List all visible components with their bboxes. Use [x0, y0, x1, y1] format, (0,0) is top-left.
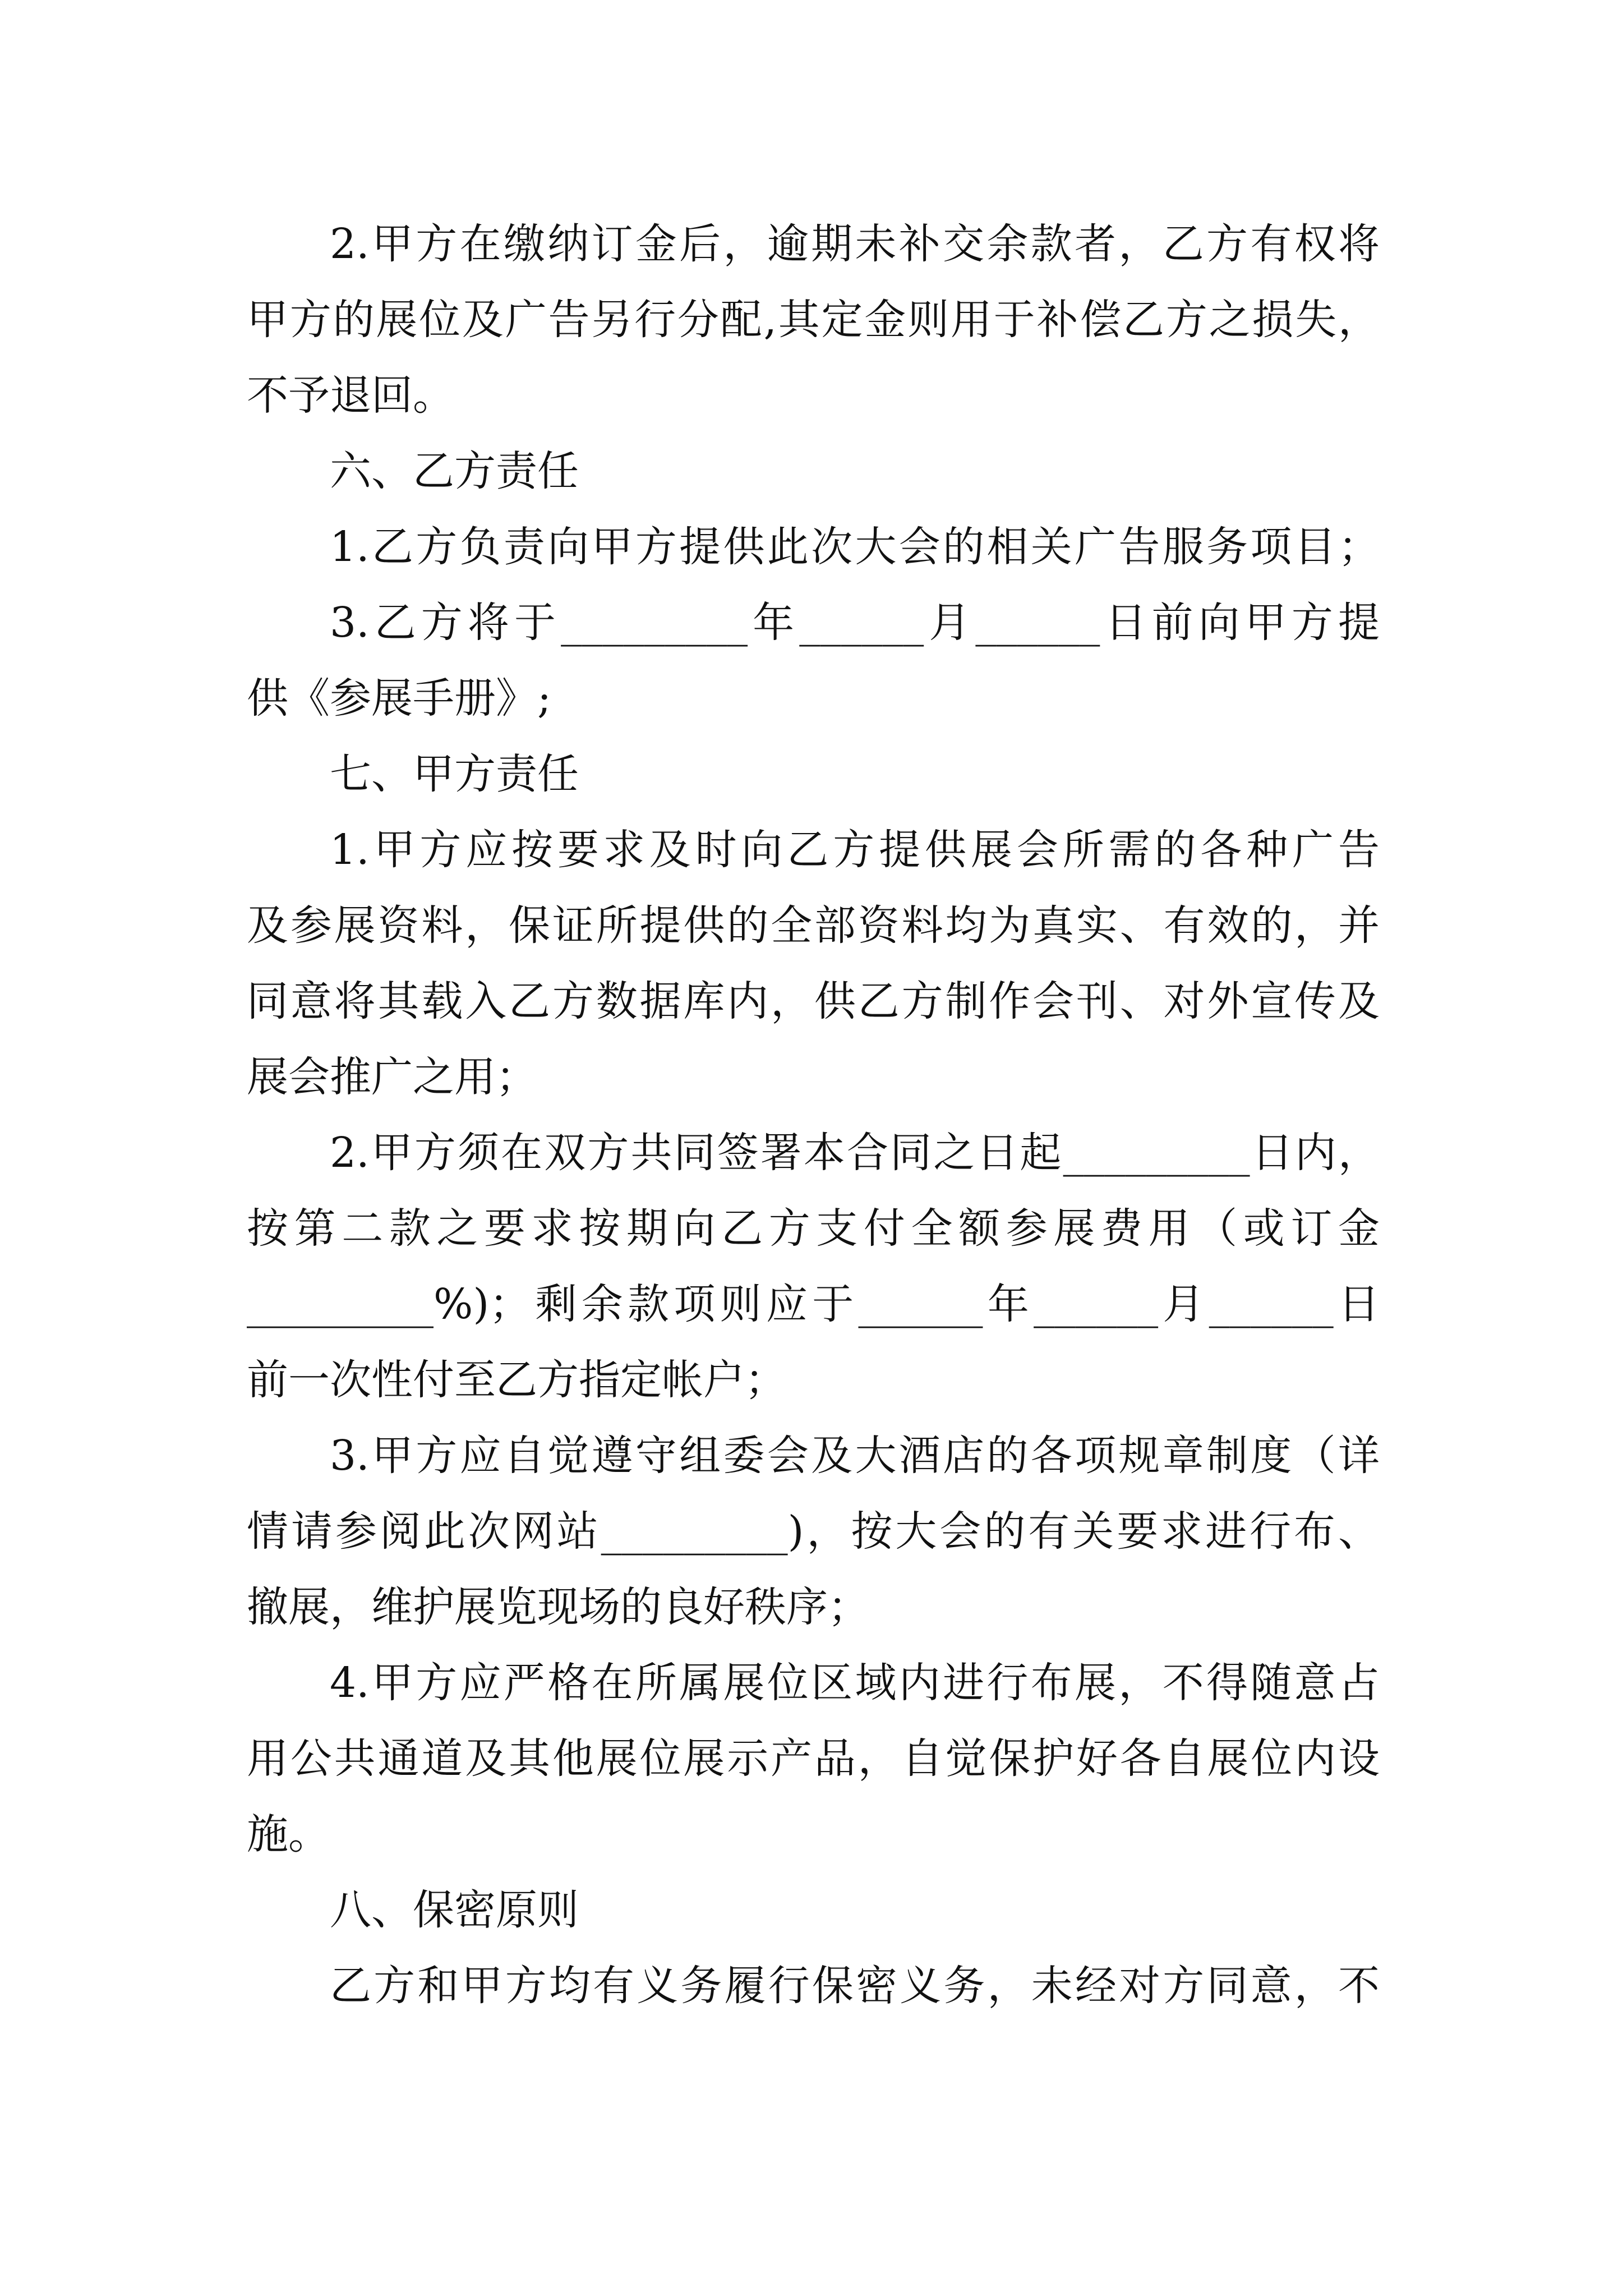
- section-heading-8: 八、保密原则: [330, 1886, 579, 1934]
- text-line-9: 1.甲方应按要求及时向乙方提供展会所需的各种广告: [330, 826, 1380, 874]
- text-line-20: 4.甲方应严格在所属展位区域内进行布展，不得随意占: [330, 1659, 1380, 1707]
- text-line-6: 3.乙方将于_________年______月______日前向甲方提: [330, 599, 1380, 647]
- text-line-1: 2.甲方在缴纳订金后，逾期未补交余款者，乙方有权将: [330, 220, 1380, 268]
- text-line-11: 同意将其载入乙方数据库内，供乙方制作会刊、对外宣传及: [247, 977, 1380, 1025]
- text-line-3: 不予退回。: [247, 371, 454, 420]
- text-line-14: 按第二款之要求按期向乙方支付全额参展费用（或订金: [247, 1204, 1380, 1253]
- text-line-18: 情请参阅此次网站_________)，按大会的有关要求进行布、: [247, 1507, 1380, 1556]
- text-line-16: 前一次性付至乙方指定帐户；: [247, 1356, 786, 1404]
- text-line-10: 及参展资料，保证所提供的全部资料均为真实、有效的，并: [247, 901, 1380, 950]
- text-line-12: 展会推广之用；: [247, 1053, 537, 1101]
- text-line-22: 施。: [247, 1810, 330, 1858]
- text-line-5: 1.乙方负责向甲方提供此次大会的相关广告服务项目；: [330, 523, 1380, 571]
- text-line-19: 撤展，维护展览现场的良好秩序；: [247, 1583, 869, 1631]
- text-line-17: 3.甲方应自觉遵守组委会及大酒店的各项规章制度（详: [330, 1432, 1380, 1480]
- text-line-7: 供《参展手册》;: [247, 674, 551, 723]
- text-line-13: 2.甲方须在双方共同签署本合同之日起_________日内，: [330, 1129, 1380, 1177]
- text-line-21: 用公共通道及其他展位展示产品，自觉保护好各自展位内设: [247, 1734, 1380, 1783]
- section-heading-6: 六、乙方责任: [330, 447, 579, 495]
- text-line-2: 甲方的展位及广告另行分配,其定金则用于补偿乙方之损失，: [247, 296, 1380, 344]
- text-line-15: _________%)；剩余款项则应于______年______月______日: [247, 1280, 1380, 1328]
- text-line-24: 乙方和甲方均有义务履行保密义务，未经对方同意，不: [330, 1962, 1380, 2010]
- section-heading-7: 七、甲方责任: [330, 750, 579, 798]
